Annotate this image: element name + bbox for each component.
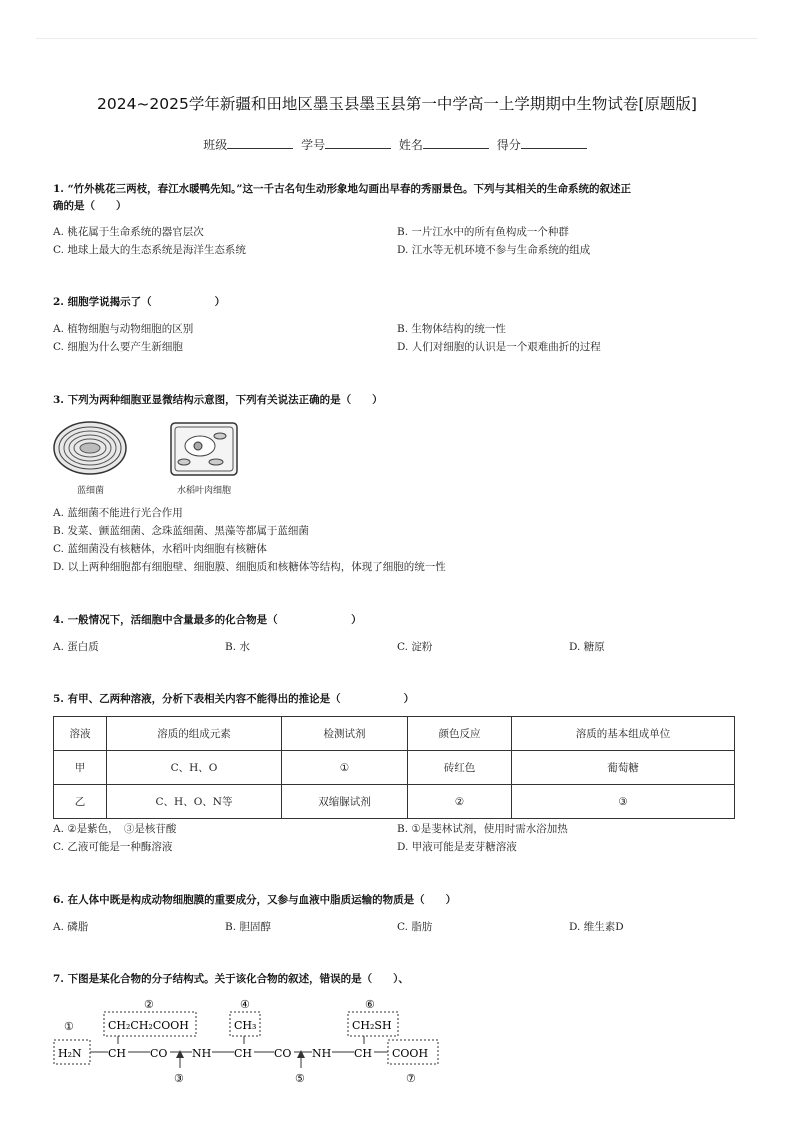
- backbone-ch-2: CH: [234, 1047, 253, 1060]
- label-6: ⑥: [365, 998, 375, 1011]
- question-5-option-d[interactable]: D. 甲液可能是麦芽糖溶液: [397, 841, 517, 853]
- table-cell: 甲: [54, 751, 107, 785]
- header-rule: [36, 38, 758, 39]
- table-header-cell: 检测试剂: [282, 717, 408, 751]
- question-3-option-a[interactable]: A. 蓝细菌不能进行光合作用: [53, 507, 183, 519]
- number-blank[interactable]: [325, 137, 391, 149]
- student-info-line: [0, 136, 794, 153]
- table-cell: 葡萄糖: [512, 751, 735, 785]
- table-header-cell: 颜色反应: [408, 717, 512, 751]
- question-7-stem: 7. 下图是某化合物的分子结构式。关于该化合物的叙述，错误的是（ ）、: [53, 973, 409, 985]
- table-cell: ①: [282, 751, 408, 785]
- question-6-option-d[interactable]: D. 维生素D: [569, 921, 624, 933]
- number-label: 学号: [301, 138, 326, 152]
- question-1-stem: [53, 181, 743, 215]
- r-group-1: CH₂CH₂COOH: [108, 1019, 189, 1032]
- question-1-option-a[interactable]: A. 桃花属于生命系统的器官层次: [53, 226, 204, 238]
- question-6-option-b[interactable]: B. 胆固醇: [225, 921, 271, 933]
- score-label: 得分: [496, 138, 521, 152]
- solution-table: [53, 716, 735, 819]
- backbone-nh-1: NH: [192, 1047, 212, 1060]
- question-4-option-d[interactable]: D. 糖原: [569, 641, 605, 653]
- label-5: ⑤: [295, 1072, 305, 1085]
- rice-leaf-cell-label: 水稻叶肉细胞: [177, 486, 232, 496]
- question-2-stem: 2. 细胞学说揭示了（ ）: [53, 296, 226, 308]
- table-row: [54, 785, 735, 819]
- table-header-cell: 溶质的组成元素: [107, 717, 282, 751]
- question-3-option-c[interactable]: C. 蓝细菌没有核糖体，水稻叶肉细胞有核糖体: [53, 543, 267, 555]
- label-7: ⑦: [406, 1072, 416, 1085]
- label-2: ②: [144, 998, 154, 1011]
- question-5-option-c[interactable]: C. 乙液可能是一种酶溶液: [53, 841, 173, 853]
- question-3-stem: 3. 下列为两种细胞亚显微结构示意图，下列有关说法正确的是（ ）: [53, 394, 383, 406]
- score-blank[interactable]: [521, 137, 587, 149]
- table-cell: ②: [408, 785, 512, 819]
- table-cell: C、H、O: [107, 751, 282, 785]
- table-cell: 乙: [54, 785, 107, 819]
- label-3: ③: [174, 1072, 184, 1085]
- question-5-stem: 5. 有甲、乙两种溶液，分析下表相关内容不能得出的推论是（ ）: [53, 693, 415, 705]
- question-1-line2: 确的是（ ）: [53, 200, 127, 212]
- question-3-option-d[interactable]: D. 以上两种细胞都有细胞壁、细胞膜、细胞质和核糖体等结构，体现了细胞的统一性: [53, 561, 446, 573]
- name-blank[interactable]: [423, 137, 489, 149]
- peptide-structure-diagram: [50, 992, 450, 1088]
- question-6-option-c[interactable]: C. 脂肪: [397, 921, 433, 933]
- cyanobacteria-label: 蓝细菌: [77, 486, 105, 496]
- question-2-option-b[interactable]: B. 生物体结构的统一性: [397, 323, 506, 335]
- cyanobacteria-illustration: [52, 418, 132, 480]
- r-group-3: CH₂SH: [352, 1019, 392, 1032]
- table-cell: 双缩脲试剂: [282, 785, 408, 819]
- question-1-option-c[interactable]: C. 地球上最大的生态系统是海洋生态系统: [53, 244, 246, 256]
- table-cell: ③: [512, 785, 735, 819]
- question-5-option-a[interactable]: A. ②是紫色， ③是核苷酸: [53, 823, 177, 835]
- label-4: ④: [240, 998, 250, 1011]
- carboxyl-group: COOH: [392, 1047, 429, 1060]
- class-label: 班级: [203, 138, 228, 152]
- name-label: 姓名: [398, 138, 423, 152]
- question-4-option-b[interactable]: B. 水: [225, 641, 250, 653]
- r-group-2: CH₃: [234, 1019, 257, 1032]
- backbone-ch-3: CH: [354, 1047, 373, 1060]
- question-1-option-d[interactable]: D. 江水等无机环境不参与生命系统的组成: [397, 244, 591, 256]
- page-title: 2024~2025学年新疆和田地区墨玉县墨玉县第一中学高一上学期期中生物试卷[原题版]: [97, 95, 697, 113]
- question-6-option-a[interactable]: A. 磷脂: [53, 921, 89, 933]
- question-2-option-d[interactable]: D. 人们对细胞的认识是一个艰难曲折的过程: [397, 341, 601, 353]
- backbone-co-1: CO: [150, 1047, 168, 1060]
- question-1-option-b[interactable]: B. 一片江水中的所有鱼构成一个种群: [397, 226, 569, 238]
- table-cell: 砖红色: [408, 751, 512, 785]
- question-6-stem: 6. 在人体中既是构成动物细胞膜的重要成分，又参与血液中脂质运输的物质是（ ）: [53, 894, 457, 906]
- rice-leaf-cell-illustration: [170, 422, 240, 478]
- table-cell: C、H、O、N等: [107, 785, 282, 819]
- table-header-cell: 溶质的基本组成单位: [512, 717, 735, 751]
- question-2-option-a[interactable]: A. 植物细胞与动物细胞的区别: [53, 323, 194, 335]
- question-4-option-a[interactable]: A. 蛋白质: [53, 641, 99, 653]
- backbone-co-2: CO: [274, 1047, 292, 1060]
- question-3-option-b[interactable]: B. 发菜、颤蓝细菌、念珠蓝细菌、黑藻等都属于蓝细菌: [53, 525, 309, 537]
- table-header-row: [54, 717, 735, 751]
- amino-group: H₂N: [58, 1047, 82, 1060]
- label-1: ①: [64, 1020, 74, 1033]
- question-5-option-b[interactable]: B. ①是斐林试剂，使用时需水浴加热: [397, 823, 568, 835]
- backbone-ch-1: CH: [108, 1047, 127, 1060]
- question-2-option-c[interactable]: C. 细胞为什么要产生新细胞: [53, 341, 183, 353]
- class-blank[interactable]: [227, 137, 293, 149]
- question-4-option-c[interactable]: C. 淀粉: [397, 641, 433, 653]
- table-row: [54, 751, 735, 785]
- backbone-nh-2: NH: [312, 1047, 332, 1060]
- question-4-stem: 4. 一般情况下，活细胞中含量最多的化合物是（ ）: [53, 614, 362, 626]
- question-1-line1: 1. “竹外桃花三两枝，春江水暖鸭先知。”这一千古名句生动形象地勾画出早春的秀丽景色。下列与其相关的生命系统的叙述正: [53, 183, 631, 195]
- table-header-cell: 溶液: [54, 717, 107, 751]
